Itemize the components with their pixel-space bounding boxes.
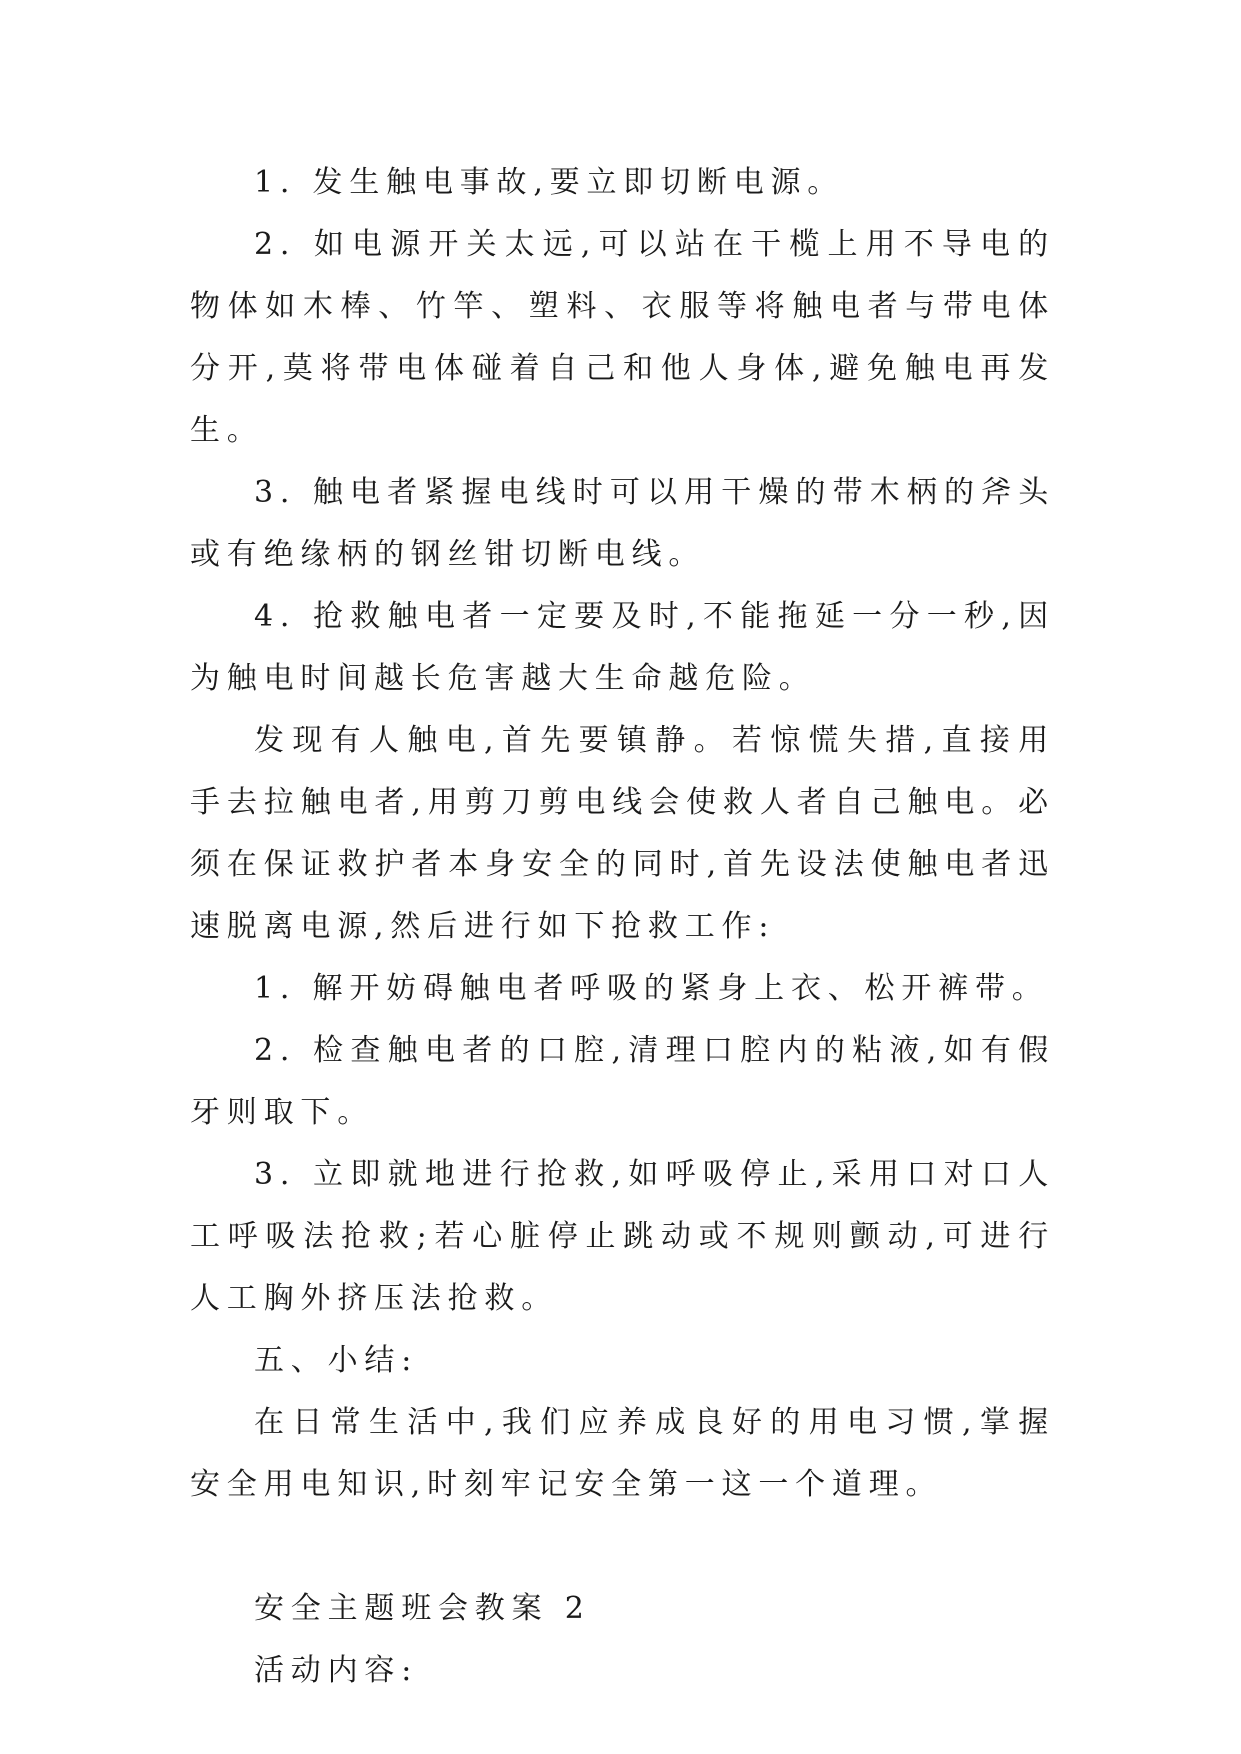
paragraph-2: 2. 如电源开关太远,可以站在干榄上用不导电的物体如木棒、竹竿、塑料、衣服等将触电者与带电体分开,莫将带电体碰着自己和他人身体,避免触电再发生。 <box>190 227 1055 448</box>
paragraph-summary: 在日常生活中,我们应养成良好的用电习惯,掌握安全用电知识,时刻牢记安全第一这一个道理。 <box>190 1405 1055 1502</box>
section-heading-summary: 五、小结: <box>254 1343 419 1378</box>
paragraph-7: 2. 检查触电者的口腔,清理口腔内的粘液,如有假牙则取下。 <box>190 1033 1055 1130</box>
section-title-2: 安全主题班会教案 2 <box>254 1591 591 1626</box>
paragraph-3: 3. 触电者紧握电线时可以用干燥的带木柄的斧头或有绝缘柄的钢丝钳切断电线。 <box>190 475 1055 572</box>
paragraph-4: 4. 抢救触电者一定要及时,不能拖延一分一秒,因为触电时间越长危害越大生命越危险。 <box>190 599 1055 696</box>
paragraph-8: 3. 立即就地进行抢救,如呼吸停止,采用口对口人工呼吸法抢救;若心脏停止跳动或不规则颤动,可进行人工胸外挤压法抢救。 <box>190 1157 1055 1316</box>
section-heading-activity: 活动内容: <box>254 1653 419 1688</box>
paragraph-5: 发现有人触电,首先要镇静。若惊慌失措,直接用手去拉触电者,用剪刀剪电线会使救人者自己触电。必须在保证救护者本身安全的同时,首先设法使触电者迅速脱离电源,然后进行如下抢救工作: <box>190 723 1055 944</box>
blank-line <box>190 1516 1055 1578</box>
paragraph-1: 1. 发生触电事故,要立即切断电源。 <box>254 165 845 200</box>
paragraph-6: 1. 解开妨碍触电者呼吸的紧身上衣、松开裤带。 <box>254 971 1049 1006</box>
document-body <box>190 152 1055 1702</box>
